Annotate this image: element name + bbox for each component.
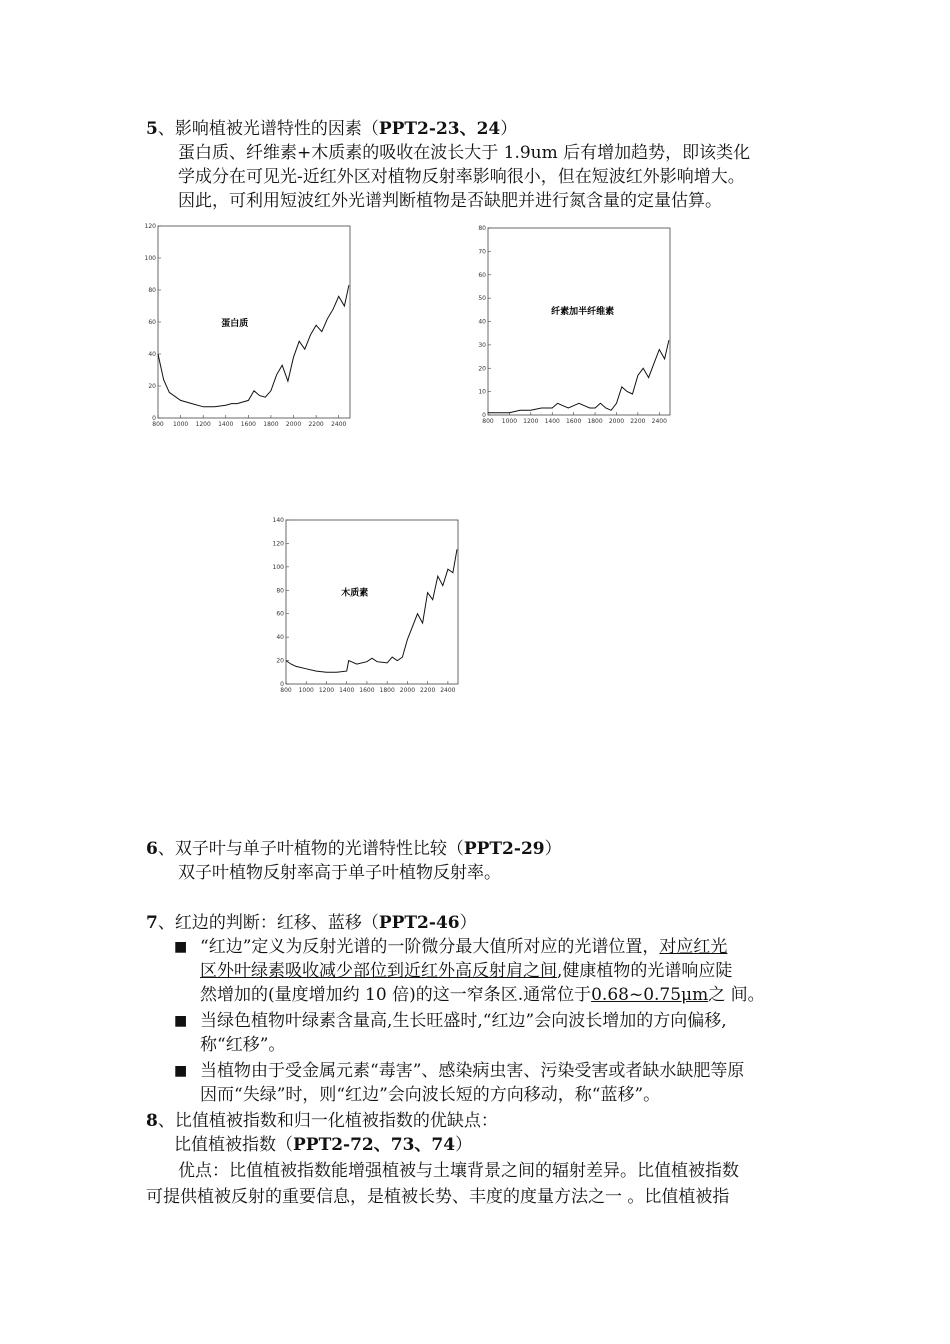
x-tick-label: 2000	[285, 421, 302, 428]
y-tick-label: 80	[478, 225, 486, 232]
bullet-1-line-2	[200, 960, 732, 982]
x-tick-label: 800	[280, 687, 292, 694]
spectrum-line	[488, 340, 669, 413]
section-5-close: ）	[500, 119, 518, 139]
section-7-separator: 、	[157, 913, 175, 933]
y-tick-label: 60	[478, 271, 486, 279]
bullet-2-marker: ■	[174, 1013, 188, 1029]
y-tick-label: 60	[276, 610, 284, 618]
section-7-title: 红边的判断：红移、蓝移（	[174, 913, 379, 933]
section-6-number: 6	[146, 839, 158, 859]
section-6-line: 双子叶植物反射率高于单子叶植物反射率。	[178, 863, 501, 883]
x-tick-label: 2200	[630, 418, 646, 425]
chart-inline-label: 纤素加半纤维素	[551, 307, 615, 318]
section-8-ref: PPT2-72、73、74	[293, 1135, 456, 1155]
y-tick-label: 60	[148, 319, 156, 326]
section-5-title: 影响植被光谱特性的因素（	[174, 119, 379, 139]
x-tick-label: 2000	[608, 418, 625, 425]
x-tick-label: 1800	[587, 418, 603, 425]
plot-frame	[158, 226, 350, 418]
bullet-1-line-3-text: 然增加的(量度增加约 10 倍)的这一窄条区.通常位于	[200, 985, 592, 1005]
x-tick-label: 1000	[172, 421, 189, 428]
y-tick-label: 100	[144, 255, 156, 262]
x-tick-label: 1600	[566, 418, 582, 425]
x-tick-label: 1600	[359, 687, 375, 694]
y-tick-label: 100	[272, 563, 284, 571]
chart-svg	[140, 222, 355, 430]
section-8-close: ）	[455, 1135, 473, 1155]
section-8-subheading	[174, 1134, 472, 1156]
x-tick-label: 2400	[331, 421, 347, 428]
section-8-title: 比值植被指数和归一化植被指数的优缺点：	[174, 1111, 498, 1131]
x-tick-label: 1000	[501, 418, 518, 425]
section-6-heading	[146, 838, 562, 860]
y-tick-label: 0	[152, 415, 156, 422]
section-5-separator: 、	[157, 119, 175, 139]
x-tick-label: 1200	[195, 421, 211, 428]
y-tick-label: 20	[276, 657, 284, 665]
section-5-ref: PPT2-23、24	[378, 119, 501, 139]
section-6-title: 双子叶与单子叶植物的光谱特性比较（	[174, 839, 464, 859]
bullet-3-marker: ■	[174, 1063, 188, 1079]
x-tick-label: 800	[482, 418, 494, 425]
section-8-paragraph-line-2: 可提供植被反射的重要信息，是植被长势、丰度的度量方法之一 。比值植被指	[146, 1187, 730, 1207]
bullet-1-line-1-underlined: 对应红光	[659, 937, 728, 957]
bullet-1-line-2-underlined: 区外叶绿素吸收减少部位到近红外高反射肩之间	[200, 961, 557, 981]
y-tick-label: 120	[144, 223, 156, 230]
section-5-line-3: 因此，可利用短波红外光谱判断植物是否缺肥并进行氮含量的定量估算。	[178, 191, 722, 211]
section-5-number: 5	[146, 119, 158, 139]
spectrum-line	[158, 285, 349, 407]
x-tick-label: 2200	[308, 421, 324, 428]
bullet-1-line-3	[200, 984, 765, 1006]
chart-protein-spectrum	[140, 222, 355, 430]
section-6-close: ）	[544, 839, 562, 859]
x-tick-label: 1400	[339, 687, 355, 694]
x-tick-label: 1200	[523, 418, 539, 425]
x-tick-label: 1800	[379, 687, 395, 694]
y-tick-label: 50	[478, 295, 486, 303]
x-tick-label: 1600	[240, 421, 256, 428]
section-6-ref: PPT2-29	[463, 839, 545, 859]
bullet-1-line-1-text: “红边”定义为反射光谱的一阶微分最大值所对应的光谱位置，	[200, 937, 660, 957]
x-tick-label: 1200	[318, 687, 335, 694]
section-7-ref: PPT2-46	[378, 913, 460, 933]
bullet-1-line-3-range: 0.68~0.75μm	[591, 985, 709, 1005]
y-tick-label: 20	[478, 365, 486, 373]
x-tick-label: 1800	[263, 421, 279, 428]
bullet-3-line-2: 因而“失绿”时，则“红边”会向波长短的方向移动，称“蓝移”。	[200, 1085, 661, 1105]
bullet-2-line-1: 当绿色植物叶绿素含量高,生长旺盛时,“红边”会向波长增加的方向偏移,	[200, 1011, 727, 1031]
y-tick-label: 20	[148, 383, 156, 390]
section-6-separator: 、	[157, 839, 175, 859]
section-7-heading	[146, 912, 477, 934]
y-tick-label: 140	[272, 517, 284, 524]
y-tick-label: 80	[276, 587, 284, 595]
y-tick-label: 0	[280, 681, 284, 688]
section-8-subtitle: 比值植被指数（	[174, 1135, 293, 1155]
y-tick-label: 40	[148, 351, 156, 358]
chart-lignin-spectrum	[268, 516, 463, 696]
section-7-number: 7	[146, 913, 158, 933]
section-5-line-1: 蛋白质、纤维素+木质素的吸收在波长大于 1.9um 后有增加趋势，即该类化	[178, 143, 751, 163]
bullet-1-line-1	[200, 936, 727, 958]
section-8-number: 8	[146, 1111, 158, 1131]
chart-svg	[470, 224, 675, 427]
x-tick-label: 2400	[440, 687, 456, 694]
y-tick-label: 10	[478, 388, 486, 396]
section-8-heading	[146, 1110, 498, 1132]
chart-svg	[268, 516, 463, 696]
bullet-1-line-3-end: 之 间。	[708, 985, 765, 1005]
y-tick-label: 80	[148, 287, 156, 294]
chart-inline-label: 木质素	[341, 588, 369, 599]
chart-inline-label: 蛋白质	[221, 318, 249, 329]
y-tick-label: 40	[478, 318, 486, 326]
x-tick-label: 800	[152, 421, 164, 428]
y-tick-label: 120	[272, 540, 284, 548]
section-8-separator: 、	[157, 1111, 175, 1131]
section-7-close: ）	[459, 913, 477, 933]
y-tick-label: 40	[276, 634, 284, 642]
bullet-3-line-1: 当植物由于受金属元素“毒害”、感染病虫害、污染受害或者缺水缺肥等原	[200, 1061, 745, 1081]
y-tick-label: 30	[478, 341, 486, 349]
x-tick-label: 1000	[298, 687, 314, 694]
bullet-2-line-2: 称“红移”。	[200, 1035, 286, 1055]
plot-frame	[488, 228, 670, 415]
bullet-1-line-2-text: ,健康植物的光谱响应陡	[557, 961, 733, 981]
chart-cellulose-spectrum	[470, 224, 675, 427]
section-5-heading	[146, 118, 517, 140]
y-tick-label: 0	[482, 412, 486, 419]
section-8-paragraph-line-1: 优点：比值植被指数能增强植被与土壤背景之间的辐射差异。比值植被指数	[178, 1161, 739, 1181]
x-tick-label: 1400	[544, 418, 560, 425]
plot-frame	[286, 520, 458, 684]
x-tick-label: 2400	[651, 418, 667, 425]
x-tick-label: 2200	[420, 687, 436, 694]
y-tick-label: 70	[478, 248, 486, 256]
bullet-1-marker: ■	[174, 939, 188, 955]
spectrum-line	[286, 549, 457, 672]
x-tick-label: 2000	[399, 687, 416, 694]
section-5-line-2: 学成分在可见光-近红外区对植物反射率影响很小，但在短波红外影响增大。	[178, 167, 745, 187]
x-tick-label: 1400	[218, 421, 234, 428]
